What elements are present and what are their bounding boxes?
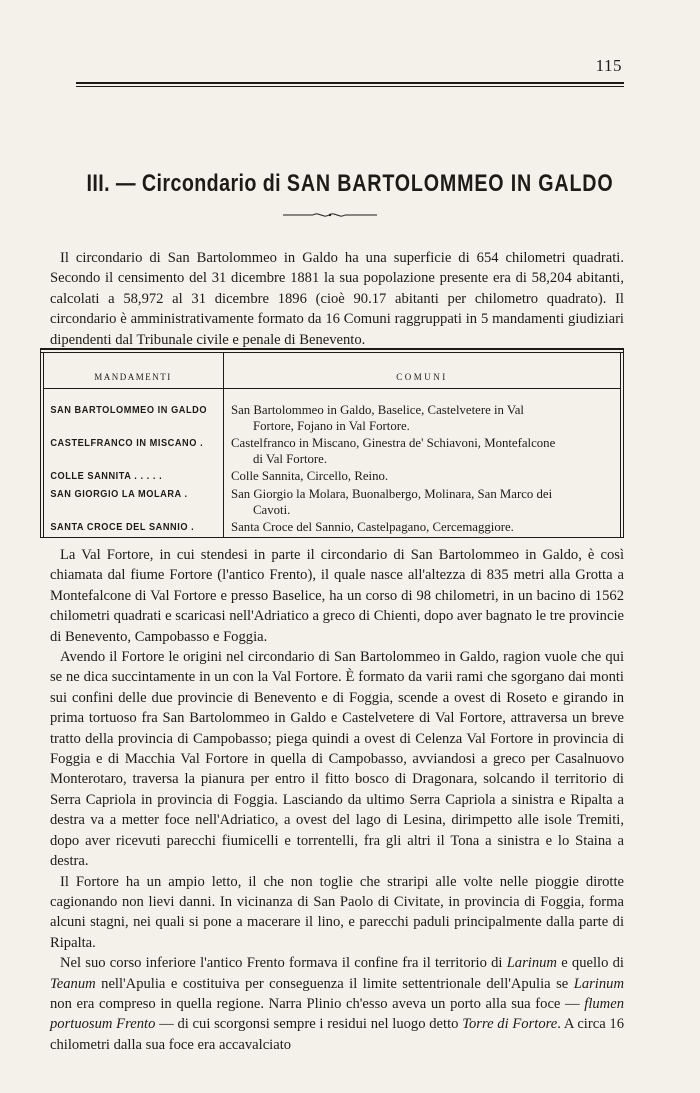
comuni-line: San Giorgio la Molara, Buonalbergo, Molinara, San Marco dei [231, 486, 553, 501]
italic-run: flumen portuosum Frento [50, 995, 624, 1033]
comuni-line-cont: Fortore, Fojano in Val Fortore. [253, 418, 410, 433]
comuni-line: Colle Sannita, Circello, Reino. [231, 469, 389, 484]
chapter-dash: — [110, 170, 142, 197]
table-rule [40, 348, 41, 538]
header-mandamenti: MANDAMENTI [94, 372, 172, 382]
comuni-line: San Bartolommeo in Galdo, Baselice, Castelvetere in Val [231, 403, 524, 417]
chapter-numeral: III. [86, 170, 111, 197]
table-row [43, 403, 621, 434]
mandamento-cell: SANTA CROCE DEL SANNIO . [50, 522, 195, 534]
table-rule [40, 537, 624, 538]
comuni-cell [221, 487, 621, 518]
mandamento-cell: COLLE SANNITA . . . . . [50, 471, 163, 483]
mandamento-cell: SAN BARTOLOMMEO IN GALDO [50, 405, 208, 416]
comuni-line: Santa Croce del Sannio, Castelpagano, Cercemaggiore. [231, 520, 514, 535]
header-comuni: COMUNI [396, 372, 448, 382]
italic-run: Larinum [506, 955, 557, 972]
comuni-cell [221, 520, 621, 536]
mandamento-cell: CASTELFRANCO IN MISCANO . [50, 438, 204, 450]
table-row [43, 487, 621, 518]
body-text [50, 545, 624, 1055]
italic-run: Larinum [573, 975, 624, 992]
comuni-line-cont: Cavoti. [253, 502, 291, 517]
table-rule [43, 388, 621, 389]
text-run: . A circa 16 chilometri dalla sua foce era accavalciato [50, 1016, 625, 1053]
body-paragraph-1: La Val Fortore, in cui stendesi in parte il circondario di San Bartolommeo in Galdo, è così chiamata dal fiume Fortore (l'antico Frento), il quale nasce all'altezza di 835 metri alla Grotta a Montefalcone di Val Fortore e presso Baselice, ha un corso di 98 chilometri, in un bacino di 1562 chilometri quadrati e scaricasi nell'Adriatico a greco di Chienti, dopo aver bagnato le tre provincie di Benevento, Campobasso e Foggia. [50, 547, 624, 645]
italic-run: Torre di Fortore [462, 1016, 558, 1033]
header-rule [76, 82, 624, 87]
body-paragraph-2: Avendo il Fortore le origini nel circondario di San Bartolommeo in Galdo, ragion vuole che qui se ne dica succintamente in un con la Val Fortore. È formato da varii rami che sgorgano dai monti sui confini delle due provincie di Benevento e di Foggia, scende a ovest di Roseto e girando in prima tortuoso fra San Bartolommeo in Galdo e Castelvetere di Val Fortore, attraversa un breve tratto della provincia di Campobasso; piega quindi a ovest di Celenza Val Fortore in provincia di Foggia e di Macchia Val Fortore in quella di Campobasso, avviandosi a greco per Casalnuovo Monterotaro, traversa la pianura per entro il fitto bosco di Dragonara, solcando il territorio di Serra Capriola in provincia di Foggia. Lasciando da ultimo Serra Capriola a sinistra e Ripalta a destra va a metter foce nell'Adriatico, a ovest del lago di Lesina, dirimpetto alle isole Tremiti, dopo aver ricevuti parecchi fiumicelli e torrentelli, fra gli altri il Tona a sinistra e lo Staina a destra. [50, 649, 624, 870]
page-number: 115 [595, 56, 622, 75]
text-run: non era compreso in quella regione. Narra Plinio ch'esso aveva un porto alla sua foce — [50, 995, 585, 1012]
comuni-cell [221, 436, 621, 467]
comuni-line: Castelfranco in Miscano, Ginestra de' Schiavoni, Montefalcone [231, 436, 556, 451]
table-body [43, 403, 621, 536]
intro-paragraph: Il circondario di San Bartolommeo in Galdo ha una superficie di 654 chilometri quadrati. Secondo il censimento del 31 dicembre 1881 la sua popolazione presente era di 58,204 abitanti, calcolati a 58,972 al 31 dicembre 1896 (cioè 90.17 abitanti per chilometro quadrato). Il circondario è amministrativamente formato da 16 Comuni raggruppati in 5 mandamenti giudiziari dipendenti dal Tribunale civile e penale di Benevento. [50, 250, 624, 348]
table-rule [40, 348, 624, 350]
italic-run: Teanum [50, 975, 96, 992]
comuni-cell [221, 469, 621, 485]
table-row [43, 520, 621, 536]
comuni-cell [221, 403, 621, 434]
chapter-title [63, 170, 637, 198]
intro-text [50, 248, 624, 350]
chapter-prefix: Circondario di [141, 170, 287, 197]
chapter-name: SAN BARTOLOMMEO IN GALDO [286, 170, 614, 197]
text-run: e quello di [556, 955, 624, 972]
table-rule [40, 352, 624, 353]
mandamento-cell: SAN GIORGIO LA MOLARA . [50, 488, 188, 500]
table-rule [623, 348, 624, 538]
text-run: — di cui scorgonsi sempre i residui nel luogo detto [155, 1016, 463, 1033]
text-run: Nel suo corso inferiore l'antico Frento formava il confine fra il territorio di [60, 955, 507, 972]
comuni-line-cont: di Val Fortore. [253, 451, 328, 466]
text-run: nell'Apulia e costituiva per conseguenza il limite settentrionale dell'Apulia se [95, 975, 574, 992]
body-paragraph-4 [50, 953, 624, 1055]
table-row [43, 436, 621, 467]
mandamenti-table [40, 348, 624, 538]
table-row [43, 469, 621, 485]
body-paragraph-3: Il Fortore ha un ampio letto, il che non toglie che straripi alle volte nelle pioggie dirotte cagionando non lievi danni. In vicinanza di San Paolo di Civitate, in provincia di Foggia, forma alcuni stagni, nei quali si pone a macerare il lino, e parecchi paduli principalmente dalla parte di Ripalta. [50, 873, 624, 951]
ornament-divider [283, 211, 377, 219]
